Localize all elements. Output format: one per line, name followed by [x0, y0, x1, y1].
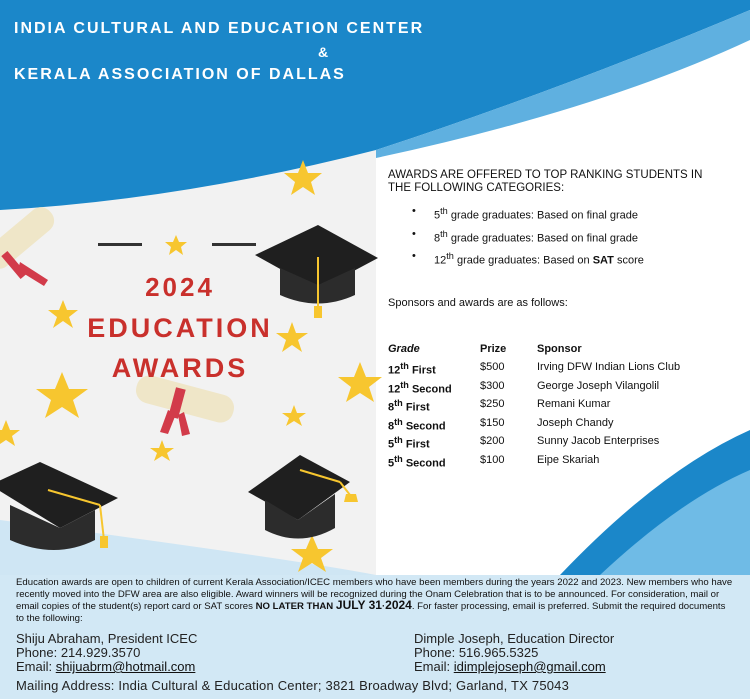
- dash-line: [98, 243, 142, 246]
- sponsor-cell: Irving DFW Indian Lions Club: [537, 361, 681, 373]
- eligibility-paragraph: Education awards are open to children of current Kerala Association/ICEC members who have been members during the years 2022 and 2023. New members who have recently moved into the DFW area are also eligible. Award winners will be recognized during the Onam Celebration that is to be announced. For consideration, mail or email copies of the student(s) report card or SAT scores NO LATER THAN JULY 31·2024. For faster processing, email is preferred. Submit the required documents to the following:: [16, 577, 733, 624]
- prize-cell: $500: [480, 361, 505, 373]
- col-header-grade: Grade: [388, 343, 420, 355]
- sponsor-cell: Eipe Skariah: [537, 453, 600, 466]
- awards-table: [388, 343, 737, 473]
- contact-phone: Phone: 516.965.5325: [414, 645, 539, 660]
- category-item: • 8th grade graduates: Based on final grade: [388, 227, 748, 250]
- category-list: [388, 204, 748, 272]
- table-row: [388, 435, 737, 454]
- prize-cell: $150: [480, 416, 505, 429]
- awards-details: [388, 169, 748, 470]
- dash-line: [212, 243, 256, 246]
- prize-cell: $300: [480, 379, 505, 392]
- table-row: [388, 380, 737, 399]
- contact-president: [16, 632, 197, 674]
- prize-cell: $200: [480, 435, 505, 448]
- title-year: 2024: [145, 272, 215, 302]
- header-line-2: KERALA ASSOCIATION OF DALLAS: [14, 66, 346, 83]
- table-row: [388, 454, 737, 473]
- prize-cell: $100: [480, 453, 505, 466]
- prize-cell: $250: [480, 398, 505, 411]
- grade-cell: 12th Second: [388, 379, 452, 396]
- table-row: [388, 361, 737, 380]
- table-header-row: [388, 343, 737, 361]
- grade-cell: 5th First: [388, 435, 430, 452]
- grade-cell: 8th Second: [388, 416, 446, 433]
- awards-title: [20, 270, 340, 388]
- contact-email-label: Email:: [414, 659, 454, 674]
- sponsors-intro: Sponsors and awards are as follows:: [388, 297, 568, 309]
- col-header-prize: Prize: [480, 343, 507, 355]
- grade-cell: 5th Second: [388, 453, 446, 470]
- contact-director: [414, 632, 614, 674]
- sponsor-cell: George Joseph Vilangolil: [537, 379, 660, 392]
- contact-phone: Phone: 214.929.3570: [16, 645, 141, 660]
- contact-email-label: Email:: [16, 659, 56, 674]
- table-row: [388, 398, 737, 417]
- title-education: EDUCATION: [87, 313, 273, 343]
- header-ampersand: &: [318, 44, 331, 60]
- sponsor-cell: Sunny Jacob Enterprises: [537, 435, 660, 448]
- col-header-sponsor: Sponsor: [537, 343, 582, 355]
- category-item: • 12th grade graduates: Based on SAT score: [388, 249, 748, 272]
- contact-name: Shiju Abraham, President ICEC: [16, 631, 198, 646]
- director-email-link[interactable]: idimplejoseph@gmail.com: [453, 659, 606, 674]
- president-email-link[interactable]: shijuabrm@hotmail.com: [55, 659, 196, 674]
- grade-cell: 12th First: [388, 361, 436, 377]
- mailing-address: Mailing Address: India Cultural & Education Center; 3821 Broadway Blvd; Garland, TX 75043: [16, 678, 570, 693]
- category-item: • 5th grade graduates: Based on final grade: [388, 204, 748, 227]
- sponsor-cell: Remani Kumar: [537, 398, 611, 411]
- header-line-1: INDIA CULTURAL AND EDUCATION CENTER: [14, 20, 425, 37]
- table-row: [388, 417, 737, 436]
- title-awards: AWARDS: [111, 353, 249, 383]
- sponsor-cell: Joseph Chandy: [537, 416, 614, 429]
- categories-intro: AWARDS ARE OFFERED TO TOP RANKING STUDENTS IN THE FOLLOWING CATEGORIES:: [388, 169, 703, 194]
- grade-cell: 8th First: [388, 398, 430, 414]
- contact-name: Dimple Joseph, Education Director: [414, 631, 615, 646]
